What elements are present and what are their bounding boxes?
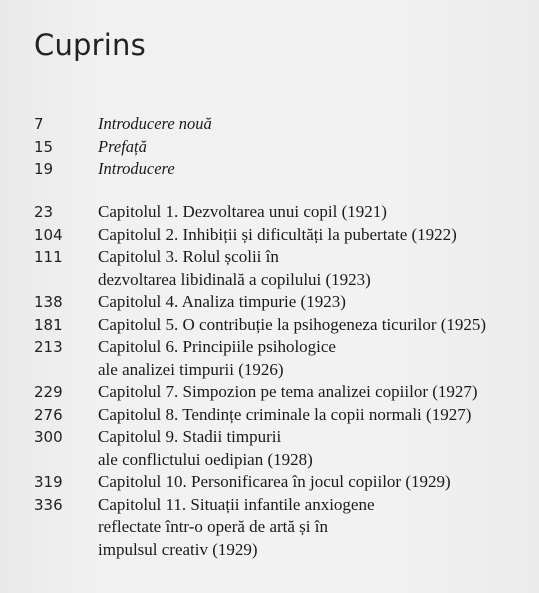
toc-chapter-row: [0, 201, 539, 223]
toc-page-number: 7: [34, 115, 44, 133]
toc-entry-title: Introducere nouă: [98, 114, 212, 133]
toc-chapter-row: [0, 224, 539, 246]
toc-entry-title: Capitolul 8. Tendințe criminale la copii normali (1927): [98, 404, 472, 424]
toc-entry-title: Capitolul 2. Inhibiții și dificultăți la pubertate (1922): [98, 224, 457, 244]
page-title: Cuprins: [34, 28, 146, 62]
toc-entry-title: Introducere: [98, 159, 175, 178]
toc-entry-title: Capitolul 11. Situații infantile anxiogene: [98, 494, 375, 514]
toc-front-matter-row: [0, 136, 539, 158]
toc-chapter-continuation: [0, 516, 539, 538]
toc-entry-title: dezvoltarea libidinală a copilului (1923): [98, 269, 371, 289]
toc-chapter-row: [0, 404, 539, 426]
toc-chapter-row: [0, 246, 539, 268]
toc-chapter-row: [0, 336, 539, 358]
toc-entry-title: Capitolul 3. Rolul școlii în: [98, 247, 279, 266]
toc-chapter-row: [0, 291, 539, 313]
toc-page-number: 336: [34, 495, 63, 514]
toc-chapter-continuation: [0, 269, 539, 291]
toc-page-number: 229: [34, 383, 63, 401]
toc-entry-title: Capitolul 5. O contribuție la psihogeneza ticurilor (1925): [98, 314, 487, 334]
toc-entry-title: ale conflictului oedipian (1928): [98, 449, 313, 469]
toc-chapter-row: [0, 381, 539, 403]
toc-page-number: 276: [34, 405, 63, 424]
toc-entry-title: reflectate într-o operă de artă și în: [98, 517, 328, 536]
toc-page-number: 19: [34, 160, 54, 178]
toc-entry-title: Prefață: [98, 136, 147, 156]
toc-page-number: 138: [34, 293, 63, 311]
toc-entry-title: impulsul creativ (1929): [98, 539, 258, 559]
toc-chapter-continuation: [0, 359, 539, 381]
toc-front-matter-row: [0, 158, 539, 180]
toc-front-matter-row: [0, 113, 539, 135]
toc-page-number: 23: [34, 203, 54, 221]
toc-chapter-row: [0, 426, 539, 448]
toc-page-number: 181: [34, 315, 63, 334]
toc-page-number: 213: [34, 338, 63, 356]
toc-chapter-row: [0, 471, 539, 493]
toc-entry-title: Capitolul 7. Simpozion pe tema analizei copiilor (1927): [98, 382, 478, 401]
toc-page-number: 111: [34, 248, 63, 266]
toc-entry-title: Capitolul 4. Analiza timpurie (1923): [98, 292, 346, 311]
toc-page-number: 300: [34, 428, 63, 446]
toc-entry-title: ale analizei timpurii (1926): [98, 359, 284, 379]
toc-chapter-continuation: [0, 449, 539, 471]
toc-page-number: 104: [34, 225, 63, 244]
toc-chapter-continuation: [0, 539, 539, 561]
toc-page-number: 15: [34, 137, 54, 156]
bleed-through-text: [221, 0, 521, 120]
toc-chapter-row: [0, 314, 539, 336]
toc-chapter-row: [0, 494, 539, 516]
toc-entry-title: Capitolul 9. Stadii timpurii: [98, 427, 282, 446]
toc-page-number: 319: [34, 473, 63, 491]
toc-entry-title: Capitolul 1. Dezvoltarea unui copil (1921): [98, 202, 387, 221]
toc-entry-title: Capitolul 6. Principiile psihologice: [98, 337, 336, 356]
toc-entry-title: Capitolul 10. Personificarea în jocul copiilor (1929): [98, 472, 451, 491]
